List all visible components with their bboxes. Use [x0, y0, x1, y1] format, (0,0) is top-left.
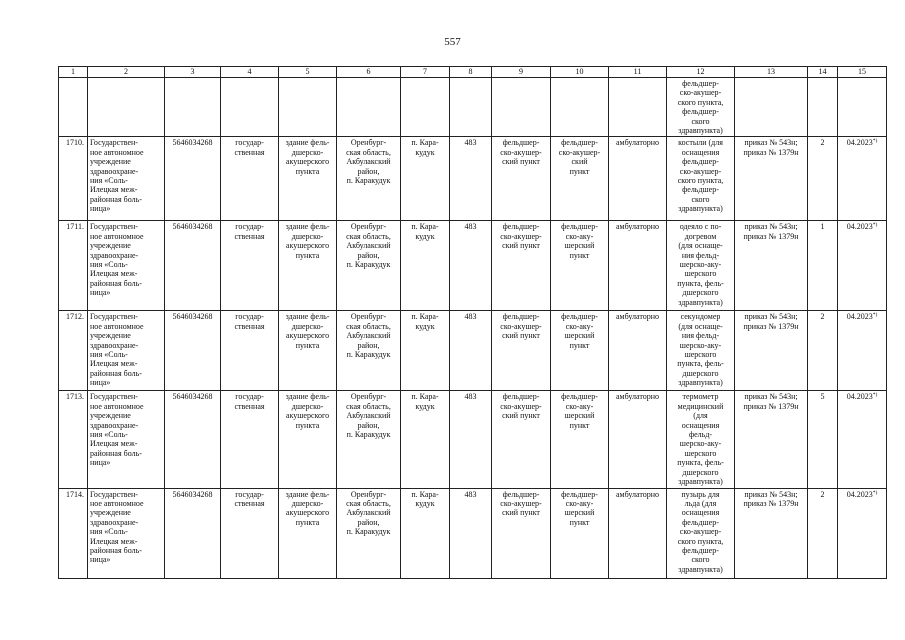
settlement-code: 483 — [450, 221, 492, 311]
equipment-item: термометр медицинский (для оснащения фельд- шерско-аку- шерского пункта, фель- дшерского здравпункта) — [667, 391, 735, 488]
order-reference: приказ № 543н; приказ № 1379н — [735, 221, 808, 311]
table-row — [59, 488, 887, 578]
footnote-mark: *) — [872, 138, 878, 145]
row-number: 1712. — [59, 311, 88, 391]
care-form: амбулаторно — [609, 221, 667, 311]
column-header: 9 — [492, 67, 551, 78]
address: Оренбург- ская область, Акбулакский район, п. Каракудук — [337, 311, 401, 391]
row-number: 1713. — [59, 391, 88, 488]
quantity: 1 — [808, 221, 838, 311]
date-value: 04.2023 — [846, 489, 873, 499]
row-number: 1714. — [59, 488, 88, 578]
column-header: 7 — [401, 67, 450, 78]
care-form: амбулаторно — [609, 311, 667, 391]
footnote-mark: *) — [872, 392, 878, 399]
order-reference: приказ № 543н; приказ № 1379н — [735, 137, 808, 221]
address: Оренбург- ская область, Акбулакский район, п. Каракудук — [337, 391, 401, 488]
column-header: 1 — [59, 67, 88, 78]
inn-value: 5646034268 — [165, 221, 221, 311]
inn-value: 5646034268 — [165, 311, 221, 391]
column-header-row — [59, 67, 887, 78]
unit-name: фельдшер- ско-аку- шерский пункт — [551, 488, 609, 578]
building-type: здание фель- дшерско- акушерского пункта — [279, 391, 337, 488]
quantity: 2 — [808, 311, 838, 391]
unit-type: фельдшер- ско-акушер- ский пункт — [492, 311, 551, 391]
care-form: амбулаторно — [609, 391, 667, 488]
ownership-form: государ- ственная — [221, 488, 279, 578]
organization-name: Государствен- ное автономное учреждение здравоохране- ния «Соль- Илецкая меж- районная боль- ница» — [88, 137, 165, 221]
column-header: 2 — [88, 67, 165, 78]
quantity: 2 — [808, 488, 838, 578]
date — [838, 391, 887, 488]
continuation-row — [59, 78, 887, 137]
column-header: 6 — [337, 67, 401, 78]
organization-name: Государствен- ное автономное учреждение здравоохране- ния «Соль- Илецкая меж- районная боль- ница» — [88, 391, 165, 488]
column-header: 12 — [667, 67, 735, 78]
settlement: п. Кара- кудук — [401, 311, 450, 391]
unit-type: фельдшер- ско-акушер- ский пункт — [492, 488, 551, 578]
equipment-item: костыли (для оснащения фельдшер- ско-акушер- ского пункта, фельдшер- ского здравпункта) — [667, 137, 735, 221]
address: Оренбург- ская область, Акбулакский район, п. Каракудук — [337, 221, 401, 311]
date-value: 04.2023 — [846, 222, 873, 232]
address: Оренбург- ская область, Акбулакский район, п. Каракудук — [337, 137, 401, 221]
date — [838, 488, 887, 578]
table-row — [59, 391, 887, 488]
order-reference: приказ № 543н; приказ № 1379н — [735, 311, 808, 391]
date — [838, 221, 887, 311]
order-reference: приказ № 543н; приказ № 1379н — [735, 488, 808, 578]
settlement-code: 483 — [450, 391, 492, 488]
page-number: 557 — [444, 36, 461, 48]
order-reference: приказ № 543н; приказ № 1379н — [735, 391, 808, 488]
care-form: амбулаторно — [609, 488, 667, 578]
building-type: здание фель- дшерско- акушерского пункта — [279, 488, 337, 578]
column-header: 15 — [838, 67, 887, 78]
ownership-form: государ- ственная — [221, 311, 279, 391]
ownership-form: государ- ственная — [221, 221, 279, 311]
settlement-code: 483 — [450, 488, 492, 578]
column-header: 11 — [609, 67, 667, 78]
column-header: 10 — [551, 67, 609, 78]
address: Оренбург- ская область, Акбулакский район, п. Каракудук — [337, 488, 401, 578]
settlement-code: 483 — [450, 137, 492, 221]
date — [838, 311, 887, 391]
inn-value: 5646034268 — [165, 391, 221, 488]
date-value: 04.2023 — [846, 312, 873, 322]
settlement: п. Кара- кудук — [401, 391, 450, 488]
unit-type: фельдшер- ско-акушер- ский пункт — [492, 137, 551, 221]
settlement-code: 483 — [450, 311, 492, 391]
care-form: амбулаторно — [609, 137, 667, 221]
table-row — [59, 137, 887, 221]
building-type: здание фель- дшерско- акушерского пункта — [279, 221, 337, 311]
continuation-cell: фельдшер- ско-акушер- ского пункта, фельдшер- ского здравпункта) — [667, 78, 735, 137]
organization-name: Государствен- ное автономное учреждение здравоохране- ния «Соль- Илецкая меж- районная боль- ница» — [88, 488, 165, 578]
settlement: п. Кара- кудук — [401, 488, 450, 578]
equipment-table — [58, 66, 887, 579]
row-number: 1710. — [59, 137, 88, 221]
unit-name: фельдшер- ско-акушер- ский пункт — [551, 137, 609, 221]
building-type: здание фель- дшерско- акушерского пункта — [279, 137, 337, 221]
unit-name: фельдшер- ско-аку- шерский пункт — [551, 311, 609, 391]
date-value: 04.2023 — [846, 392, 873, 402]
column-header: 13 — [735, 67, 808, 78]
footnote-mark: *) — [872, 312, 878, 319]
row-number: 1711. — [59, 221, 88, 311]
date — [838, 137, 887, 221]
equipment-item: пузырь для льда (для оснащения фельдшер- ско-акушер- ского пункта, фельдшер- ского здравпункта) — [667, 488, 735, 578]
footnote-mark: *) — [872, 222, 878, 229]
equipment-item: секундомер (для оснаще- ния фельд- шерско-аку- шерского пункта, фель- дшерского здравпункта) — [667, 311, 735, 391]
table-row — [59, 221, 887, 311]
column-header: 8 — [450, 67, 492, 78]
settlement: п. Кара- кудук — [401, 137, 450, 221]
ownership-form: государ- ственная — [221, 137, 279, 221]
date-value: 04.2023 — [846, 138, 873, 148]
building-type: здание фель- дшерско- акушерского пункта — [279, 311, 337, 391]
inn-value: 5646034268 — [165, 488, 221, 578]
column-header: 5 — [279, 67, 337, 78]
organization-name: Государствен- ное автономное учреждение здравоохране- ния «Соль- Илецкая меж- районная боль- ница» — [88, 311, 165, 391]
organization-name: Государствен- ное автономное учреждение здравоохране- ния «Соль- Илецкая меж- районная боль- ница» — [88, 221, 165, 311]
footnote-mark: *) — [872, 489, 878, 496]
settlement: п. Кара- кудук — [401, 221, 450, 311]
quantity: 5 — [808, 391, 838, 488]
unit-name: фельдшер- ско-аку- шерский пункт — [551, 221, 609, 311]
unit-name: фельдшер- ско-аку- шерский пункт — [551, 391, 609, 488]
table-row — [59, 311, 887, 391]
equipment-item: одеяло с по- догревом (для оснаще- ния фельд- шерско-аку- шерского пункта, фель- дшерского здравпункта) — [667, 221, 735, 311]
ownership-form: государ- ственная — [221, 391, 279, 488]
quantity: 2 — [808, 137, 838, 221]
unit-type: фельдшер- ско-акушер- ский пункт — [492, 391, 551, 488]
unit-type: фельдшер- ско-акушер- ский пункт — [492, 221, 551, 311]
inn-value: 5646034268 — [165, 137, 221, 221]
column-header: 3 — [165, 67, 221, 78]
column-header: 4 — [221, 67, 279, 78]
column-header: 14 — [808, 67, 838, 78]
